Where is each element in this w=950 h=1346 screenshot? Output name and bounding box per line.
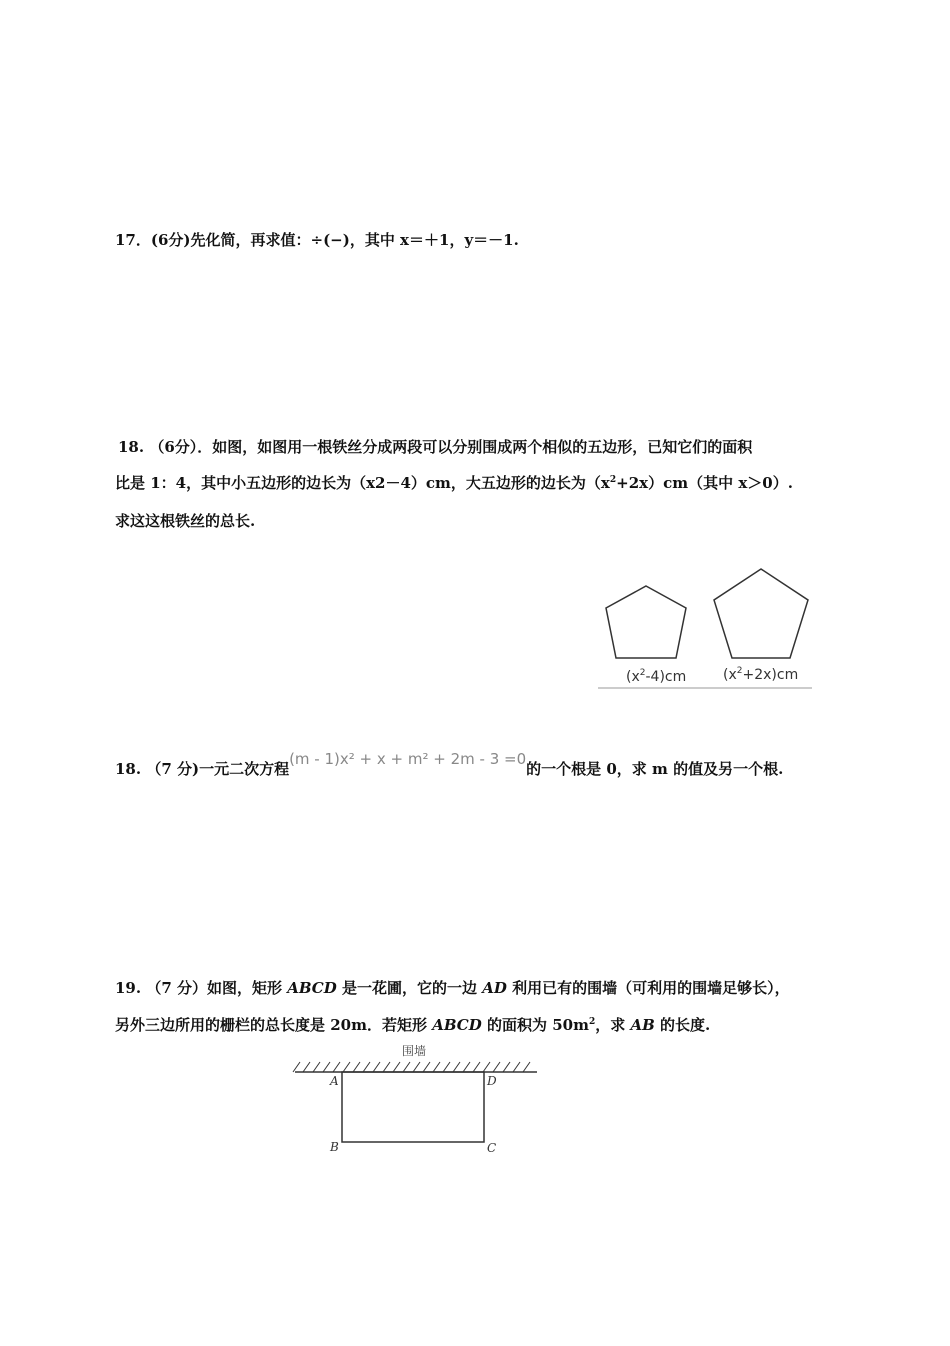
q18b-post: 的一个根是 0，求 m 的值及另一个根.: [526, 760, 784, 778]
point-a-label: A: [330, 1074, 339, 1088]
hatch-mark: [323, 1062, 330, 1072]
q19-l1-abcd: ABCD: [287, 979, 337, 997]
hatch-mark: [413, 1062, 420, 1072]
point-d-label: D: [487, 1074, 497, 1088]
hatch-mark: [493, 1062, 500, 1072]
q19-l2-d: 的长度.: [654, 1016, 711, 1034]
wall-label: 围墙: [402, 1044, 427, 1058]
hatch-mark: [293, 1062, 300, 1072]
hatch-mark: [463, 1062, 470, 1072]
large-pentagon: [714, 569, 808, 658]
q18a-line2-pre: 比是 1：4，其中小五边形的边长为（x2－4）cm，大五边形的边长为（x: [115, 474, 610, 492]
rectangle-abcd: [342, 1072, 484, 1142]
hatch-mark: [363, 1062, 370, 1072]
hatch-mark: [343, 1062, 350, 1072]
question-19-line2: [115, 1014, 710, 1035]
hatch-mark: [473, 1062, 480, 1072]
hatch-mark: [483, 1062, 490, 1072]
hatch-mark: [423, 1062, 430, 1072]
hatch-mark: [523, 1062, 530, 1072]
question-18b: [115, 750, 784, 779]
q19-l2-a: 另外三边所用的栅栏的总长度是 20m．若矩形: [115, 1016, 433, 1034]
hatch-mark: [513, 1062, 520, 1072]
hatch-mark: [353, 1062, 360, 1072]
question-18a-line1: 18. （6分）．如图，如图用一根铁丝分成两段可以分别围成两个相似的五边形，已知它们的面积: [118, 438, 753, 456]
q19-l1-b: 是一花圃，它的一边: [336, 979, 483, 997]
small-pentagon: [606, 586, 686, 658]
hatch-mark: [393, 1062, 400, 1072]
hatch-mark: [383, 1062, 390, 1072]
pentagon-figure: [598, 562, 814, 690]
q19-l2-c: ，求: [595, 1016, 631, 1034]
small-pentagon-label: $(x^2-4)cm$: [626, 668, 687, 685]
hatch-mark: [313, 1062, 320, 1072]
q19-l2-ab: AB: [630, 1016, 655, 1034]
q19-l1-a: 19. （7 分）如图，矩形: [115, 979, 288, 997]
hatch-mark: [403, 1062, 410, 1072]
q19-l1-ad: AD: [482, 979, 507, 997]
question-19-line1: [115, 977, 790, 998]
question-18a-line2: [115, 472, 793, 493]
hatch-mark: [303, 1062, 310, 1072]
q19-l1-c: 利用已有的围墙（可利用的围墙足够长），: [506, 979, 790, 997]
q18a-line2-post: +2x）cm（其中 x＞0）.: [616, 474, 793, 492]
q19-l2-b: 的面积为 50m: [481, 1016, 589, 1034]
hatch-mark: [433, 1062, 440, 1072]
point-c-label: C: [487, 1141, 497, 1155]
hatch-mark: [453, 1062, 460, 1072]
question-17: 17．(6分)先化简，再求值：÷(−)，其中 x＝＋1，y＝－1.: [115, 231, 519, 249]
quadratic-equation: (m - 1)x² + x + m² + 2m - 3 =0: [289, 750, 527, 768]
question-18a-line3: 求这这根铁丝的总长.: [115, 512, 256, 530]
q19-l2-abcd: ABCD: [432, 1016, 482, 1034]
hatch-mark: [333, 1062, 340, 1072]
q18b-pre: 18. （7 分)一元二次方程: [115, 760, 290, 778]
wall-hatching: [293, 1062, 530, 1072]
hatch-mark: [503, 1062, 510, 1072]
hatch-mark: [443, 1062, 450, 1072]
hatch-mark: [373, 1062, 380, 1072]
q18a-line2-sup: 2: [609, 475, 617, 485]
point-b-label: B: [330, 1140, 339, 1154]
q19-l2-sup: 2: [588, 1017, 596, 1027]
large-pentagon-label: $(x^2+2x)cm$: [723, 666, 799, 683]
rectangle-figure: [290, 1040, 540, 1160]
